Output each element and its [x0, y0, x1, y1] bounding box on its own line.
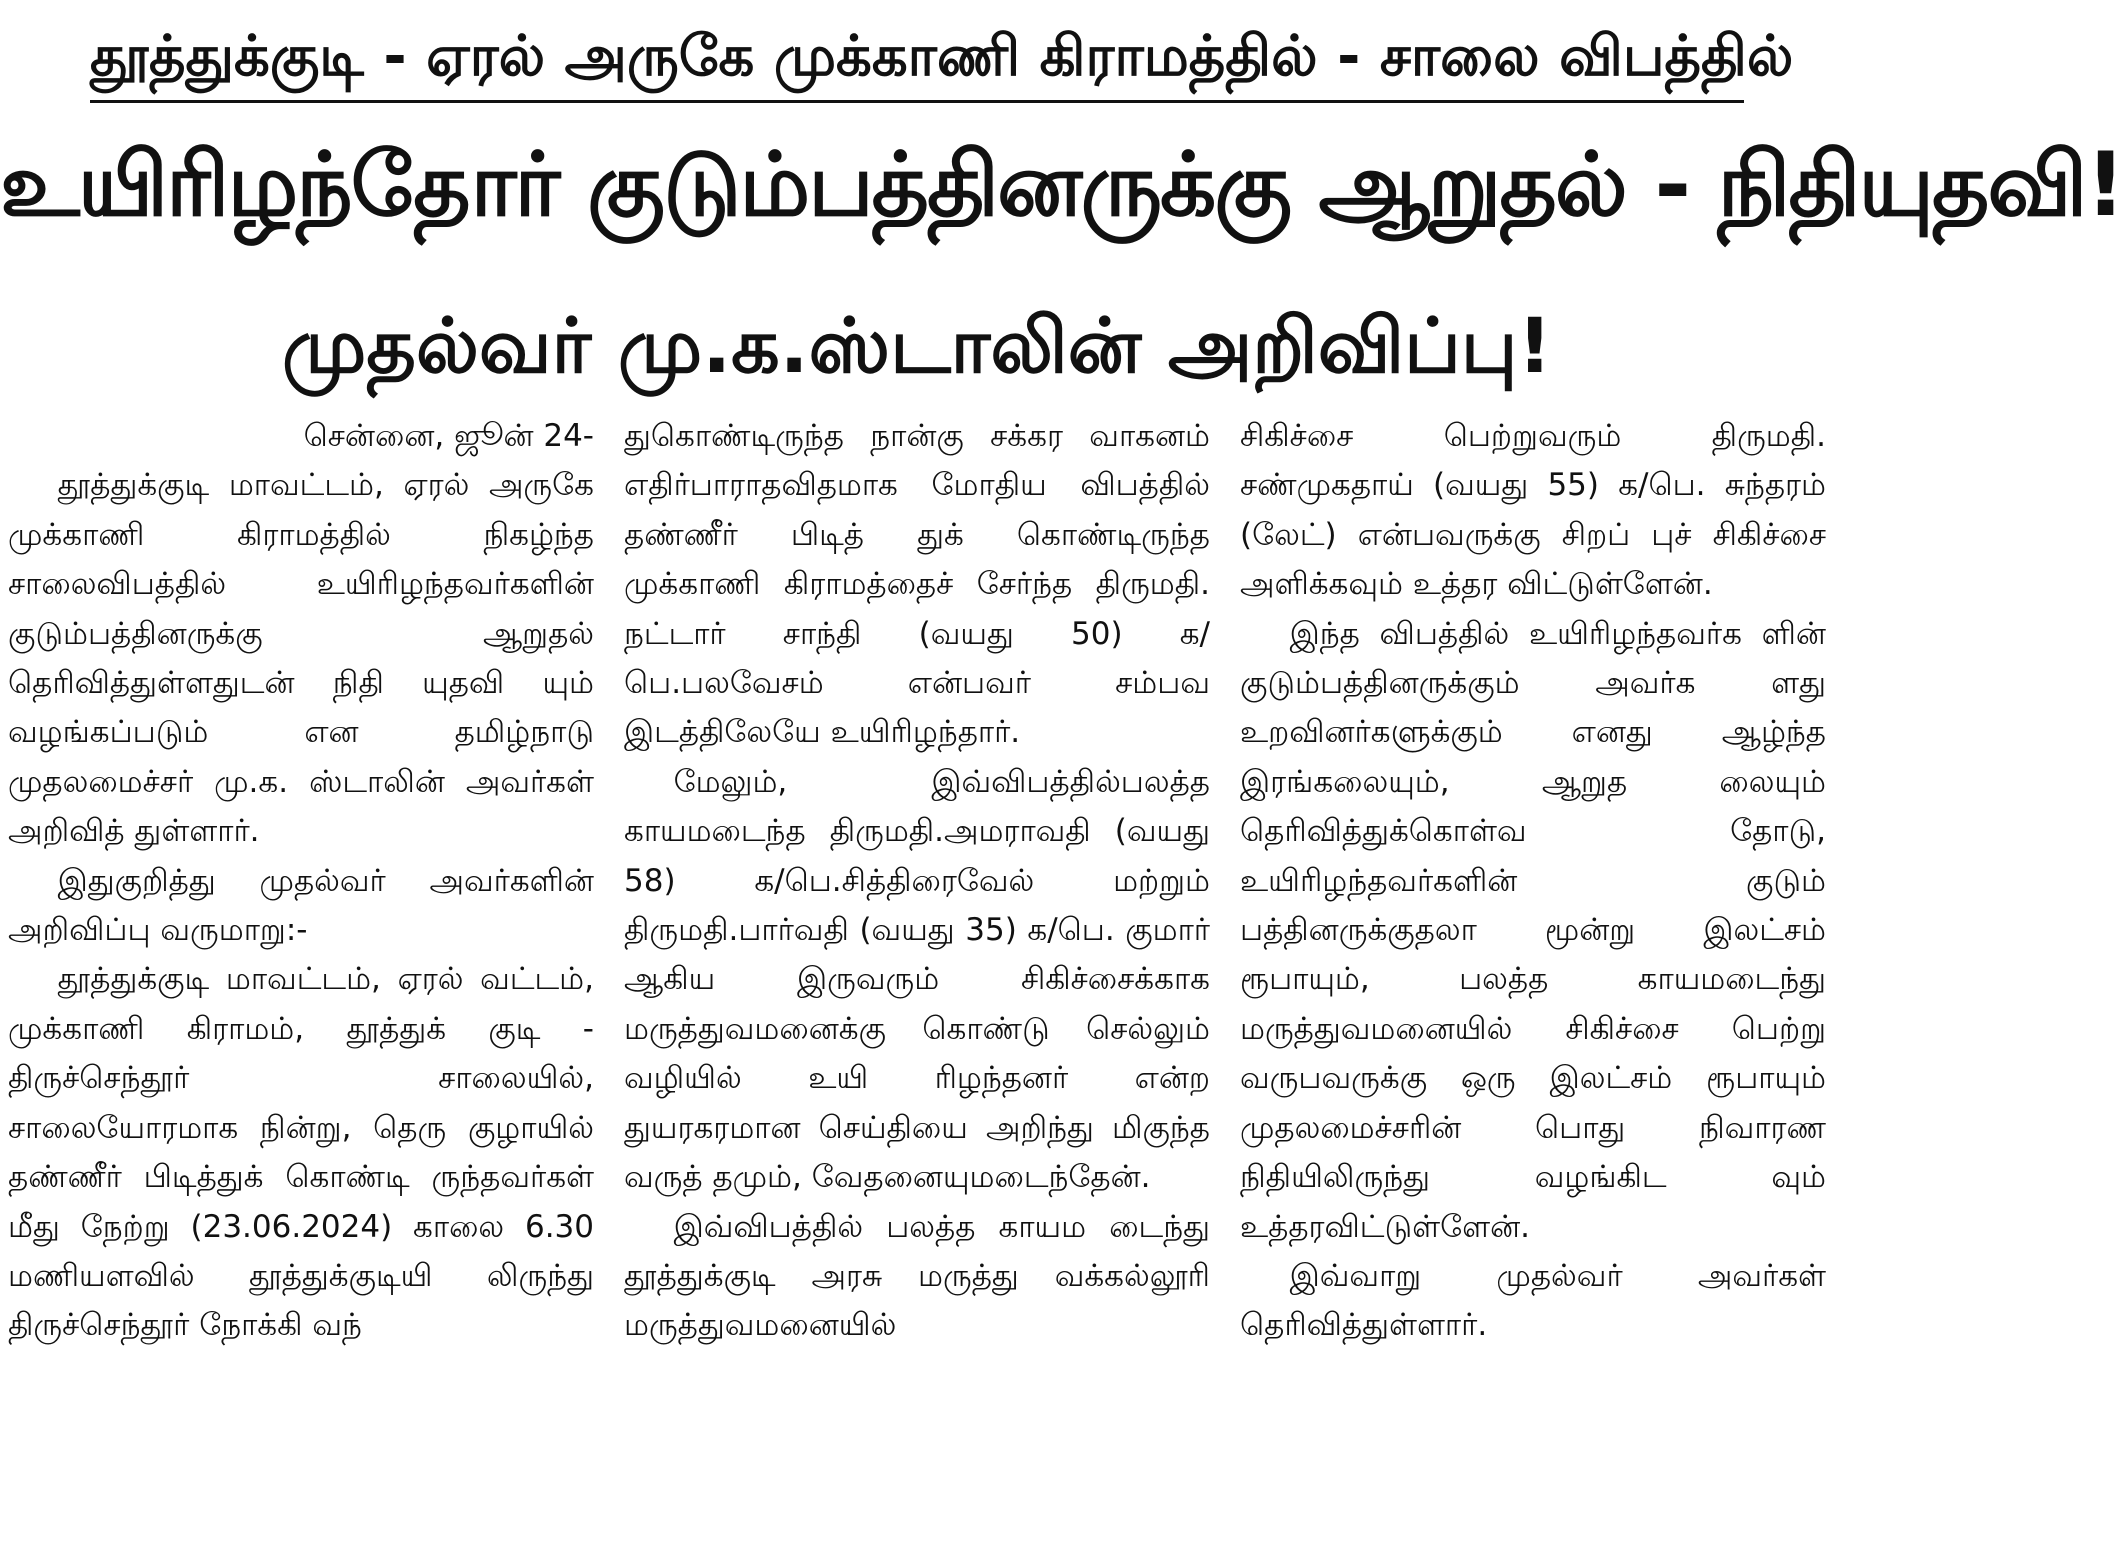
paragraph: துகொண்டிருந்த நான்கு சக்கர வாகனம் எதிர்பாராதவிதமாக மோதிய விபத்தில் தண்ணீர் பிடித் துக் கொண்டிருந்த முக்காணி கிராமத்தைச் சேர்ந்த திருமதி. நட்டார் சாந்தி (வயது 50) க/பெ.பலவேசம் என்பவர் சம்பவ இடத்திலேயே உயிரிழந்தார்.: [624, 418, 1210, 751]
paragraph: தூத்துக்குடி மாவட்டம், ஏரல் அருகே முக்காணி கிராமத்தில் நிகழ்ந்த சாலைவிபத்தில் உயிரிழந்தவர்களின் குடும்பத்தினருக்கு ஆறுதல் தெரிவித்துள்ளதுடன் நிதி யுதவி யும் வழங்கப்படும் என தமிழ்நாடு முதலமைச்சர் மு.க. ஸ்டாலின் அவர்கள் அறிவித் துள்ளார்.: [8, 467, 594, 850]
article-column-2: [624, 412, 1210, 1552]
paragraph: தூத்துக்குடி மாவட்டம், ஏரல் வட்டம், முக்காணி கிராமம், தூத்துக் குடி - திருச்செந்தூர் சாலையில், சாலையோரமாக நின்று, தெரு குழாயில் தண்ணீர் பிடித்துக் கொண்டி ருந்தவர்கள் மீது நேற்று (23.06.2024) காலை 6.30 மணியளவில் தூத்துக்குடியி லிருந்து திருச்செந்தூர் நோக்கி வந்: [8, 961, 594, 1344]
paragraph: இவ்விபத்தில் பலத்த காயம டைந்து தூத்துக்குடி அரசு மருத்து வக்கல்லூரி மருத்துவமனையில்: [624, 1208, 1210, 1344]
article-body: [8, 412, 1826, 1552]
paragraph: இதுகுறித்து முதல்வர் அவர்களின் அறிவிப்பு வருமாறு:-: [8, 862, 594, 949]
main-headline: உயிரிழந்தோர் குடும்பத்தினருக்கு ஆறுதல் - நிதியுதவி!: [0, 133, 2124, 236]
article-column-1: [8, 412, 594, 1552]
paragraph: இவ்வாறு முதல்வர் அவர்கள் தெரிவித்துள்ளார்.: [1240, 1257, 1826, 1344]
kicker-heading: தூத்துக்குடி - ஏரல் அருகே முக்காணி கிராமத்தில் - சாலை விபத்தில்: [90, 24, 1794, 89]
paragraph: சிகிச்சை பெற்றுவரும் திருமதி. சண்முகதாய் (வயது 55) க/பெ. சுந்தரம் (லேட்) என்பவருக்கு சிறப் புச் சிகிச்சை அளிக்கவும் உத்தர விட்டுள்ளேன்.: [1240, 418, 1826, 603]
sub-headline: முதல்வர் மு.க.ஸ்டாலின் அறிவிப்பு!: [281, 301, 1553, 390]
paragraph: மேலும், இவ்விபத்தில்பலத்த காயமடைந்த திருமதி.அமராவதி (வயது 58) க/பெ.சித்திரைவேல் மற்றும் திருமதி.பார்வதி (வயது 35) க/பெ. குமார் ஆகிய இருவரும் சிகிச்சைக்காக மருத்துவமனைக்கு கொண்டு செல்லும் வழியில் உயி ரிழந்தனர் என்ற துயரகரமான செய்தியை அறிந்து மிகுந்த வருத் தமும், வேதனையுமடைந்தேன்.: [624, 763, 1210, 1196]
dateline: சென்னை, ஜூன் 24-: [303, 418, 594, 454]
paragraph: இந்த விபத்தில் உயிரிழந்தவர்க ளின் குடும்பத்தினருக்கும் அவர்க ளது உறவினர்களுக்கும் எனது ஆழ்ந்த இரங்கலையும், ஆறுத லையும் தெரிவித்துக்கொள்வ தோடு, உயிரிழந்தவர்களின் குடும் பத்தினருக்குதலா மூன்று இலட்சம் ரூபாயும், பலத்த காயமடைந்து மருத்துவமனையில் சிகிச்சை பெற்று வருபவருக்கு ஒரு இலட்சம் ரூபாயும் முதலமைச்சரின் பொது நிவாரண நிதியிலிருந்து வழங்கிட வும் உத்தரவிட்டுள்ளேன்.: [1240, 615, 1826, 1245]
kicker-underline: [90, 100, 1744, 103]
article-column-3: [1240, 412, 1826, 1552]
